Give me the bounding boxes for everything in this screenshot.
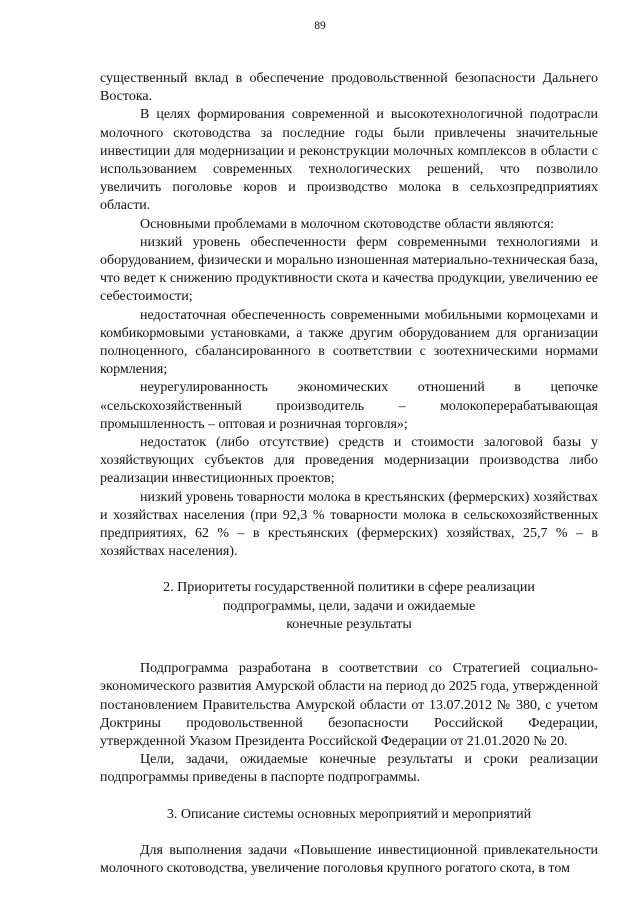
paragraph: В целях формирования современной и высокотехнологичной подотрасли молочного скотоводства за последние годы были привлечены значительные инвестиции для модернизации и реконструкции молочных комплексов в области с использованием современных технологических решений, что позволило увеличить поголовье коров и производство молока в сельхозпредприятиях области. — [100, 107, 598, 214]
section-3-heading: 3. Описание системы основных мероприятий и мероприятий — [166, 806, 532, 822]
spacer — [100, 634, 598, 660]
heading-line: 2. Приоритеты государственной политики в сфере реализации — [163, 580, 535, 596]
paragraph: Основными проблемами в молочном скотоводстве области являются: — [140, 216, 555, 232]
list-item: недостаток (либо отсутствие) средств и стоимости залоговой базы у хозяйствующих субъектов для проведения модернизации производства либо реализации инвестиционных проектов; — [100, 435, 598, 487]
paragraph: Подпрограмма разработана в соответствии со Стратегией социально-экономического развития Амурской области на период до 2025 года, утвержденной постановлением Правительства Амурской области от 13.07.2012 № 380, с учетом Доктрины продовольственной безопасности Российской Федерации, утвержденной Указом Президента Российской Федерации от 21.01.2020 № 20. — [100, 661, 598, 749]
list-item: низкий уровень обеспеченности ферм современными технологиями и оборудованием, физически и морально изношенная материально-техническая база, что ведет к снижению продуктивности скота и качества продукции, увеличению ее себестоимости; — [100, 234, 598, 305]
section-2-heading — [100, 579, 598, 634]
heading-line: подпрограммы, цели, задачи и ожидаемые — [222, 598, 476, 614]
list-item: недостаточная обеспеченность современными мобильными кормоцехами и комбикормовыми установками, а также другим оборудованием для организации полноценного, сбалансированного в соответствии с зоотехническими нормами кормления; — [100, 307, 598, 378]
document-body — [100, 70, 598, 878]
spacer — [100, 561, 598, 579]
spacer — [100, 824, 598, 842]
paragraph: Для выполнения задачи «Повышение инвестиционной привлекательности молочного скотоводства, увеличение поголовья крупного рогатого скота, в том — [100, 842, 598, 876]
heading-line: конечные результаты — [286, 616, 412, 632]
spacer — [100, 788, 598, 806]
list-item: низкий уровень товарности молока в крестьянских (фермерских) хозяйствах и хозяйствах населения (при 92,3 % товарности молока в сельскохозяйственных предприятиях, 62 % – в крестьянских (фермерских) хозяйствах, 25,7 % – в хозяйствах населения). — [100, 489, 598, 560]
paragraph: существенный вклад в обеспечение продовольственной безопасности Дальнего Востока. — [100, 71, 598, 105]
list-item: неурегулированность экономических отношений в цепочке «сельскохозяйственный производитель – молокоперерабатывающая промышленность – оптовая и розничная торговля»; — [100, 380, 598, 432]
paragraph: Цели, задачи, ожидаемые конечные результаты и сроки реализации подпрограммы приведены в паспорте подпрограммы. — [100, 752, 598, 786]
page-number: 89 — [314, 20, 326, 32]
